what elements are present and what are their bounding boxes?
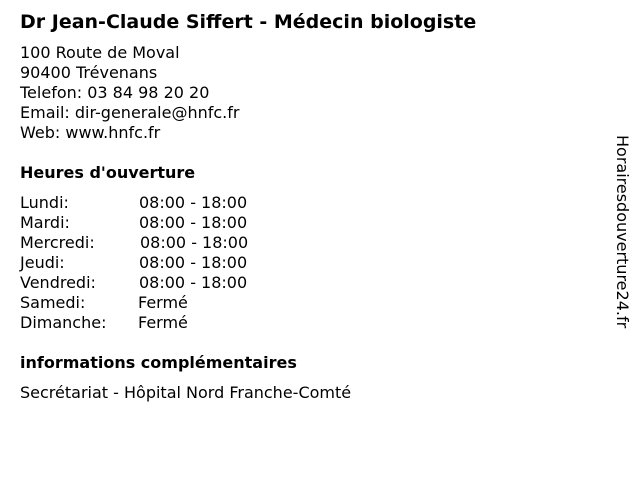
opening-hours-heading: Heures d'ouverture (20, 163, 196, 182)
time-value: 08:00 - 18:00 (139, 213, 248, 232)
opening-hours-list (20, 193, 340, 333)
day-label: Mercredi: (20, 233, 95, 252)
city-address: 90400 Trévenans (20, 63, 158, 82)
contact-block (20, 43, 239, 143)
website-address: Web: www.hnfc.fr (20, 123, 161, 142)
hours-row-saturday (20, 293, 340, 313)
time-value: 08:00 - 18:00 (139, 273, 248, 292)
page-title: Dr Jean-Claude Siffert - Médecin biologiste (20, 11, 477, 33)
day-label: Samedi: (20, 293, 86, 312)
hours-row-thursday (20, 253, 340, 273)
time-value: 08:00 - 18:00 (139, 193, 248, 212)
hours-row-monday (20, 193, 340, 213)
site-watermark: Horairesdouverture24.fr (613, 135, 632, 329)
day-label: Mardi: (20, 213, 70, 232)
time-value: 08:00 - 18:00 (139, 253, 248, 272)
time-value: 08:00 - 18:00 (140, 233, 249, 252)
additional-info-text: Secrétariat - Hôpital Nord Franche-Comté (20, 383, 352, 402)
additional-info-heading: informations complémentaires (20, 353, 297, 372)
hours-row-sunday (20, 313, 340, 333)
time-value: Fermé (138, 293, 188, 312)
time-value: Fermé (138, 313, 188, 332)
day-label: Dimanche: (20, 313, 107, 332)
email-address: Email: dir-generale@hnfc.fr (20, 103, 240, 122)
day-label: Vendredi: (20, 273, 96, 292)
street-address: 100 Route de Moval (20, 43, 180, 62)
phone-number: Telefon: 03 84 98 20 20 (20, 83, 210, 102)
hours-row-wednesday (20, 233, 340, 253)
day-label: Jeudi: (20, 253, 65, 272)
hours-row-friday (20, 273, 340, 293)
hours-row-tuesday (20, 213, 340, 233)
day-label: Lundi: (20, 193, 69, 212)
